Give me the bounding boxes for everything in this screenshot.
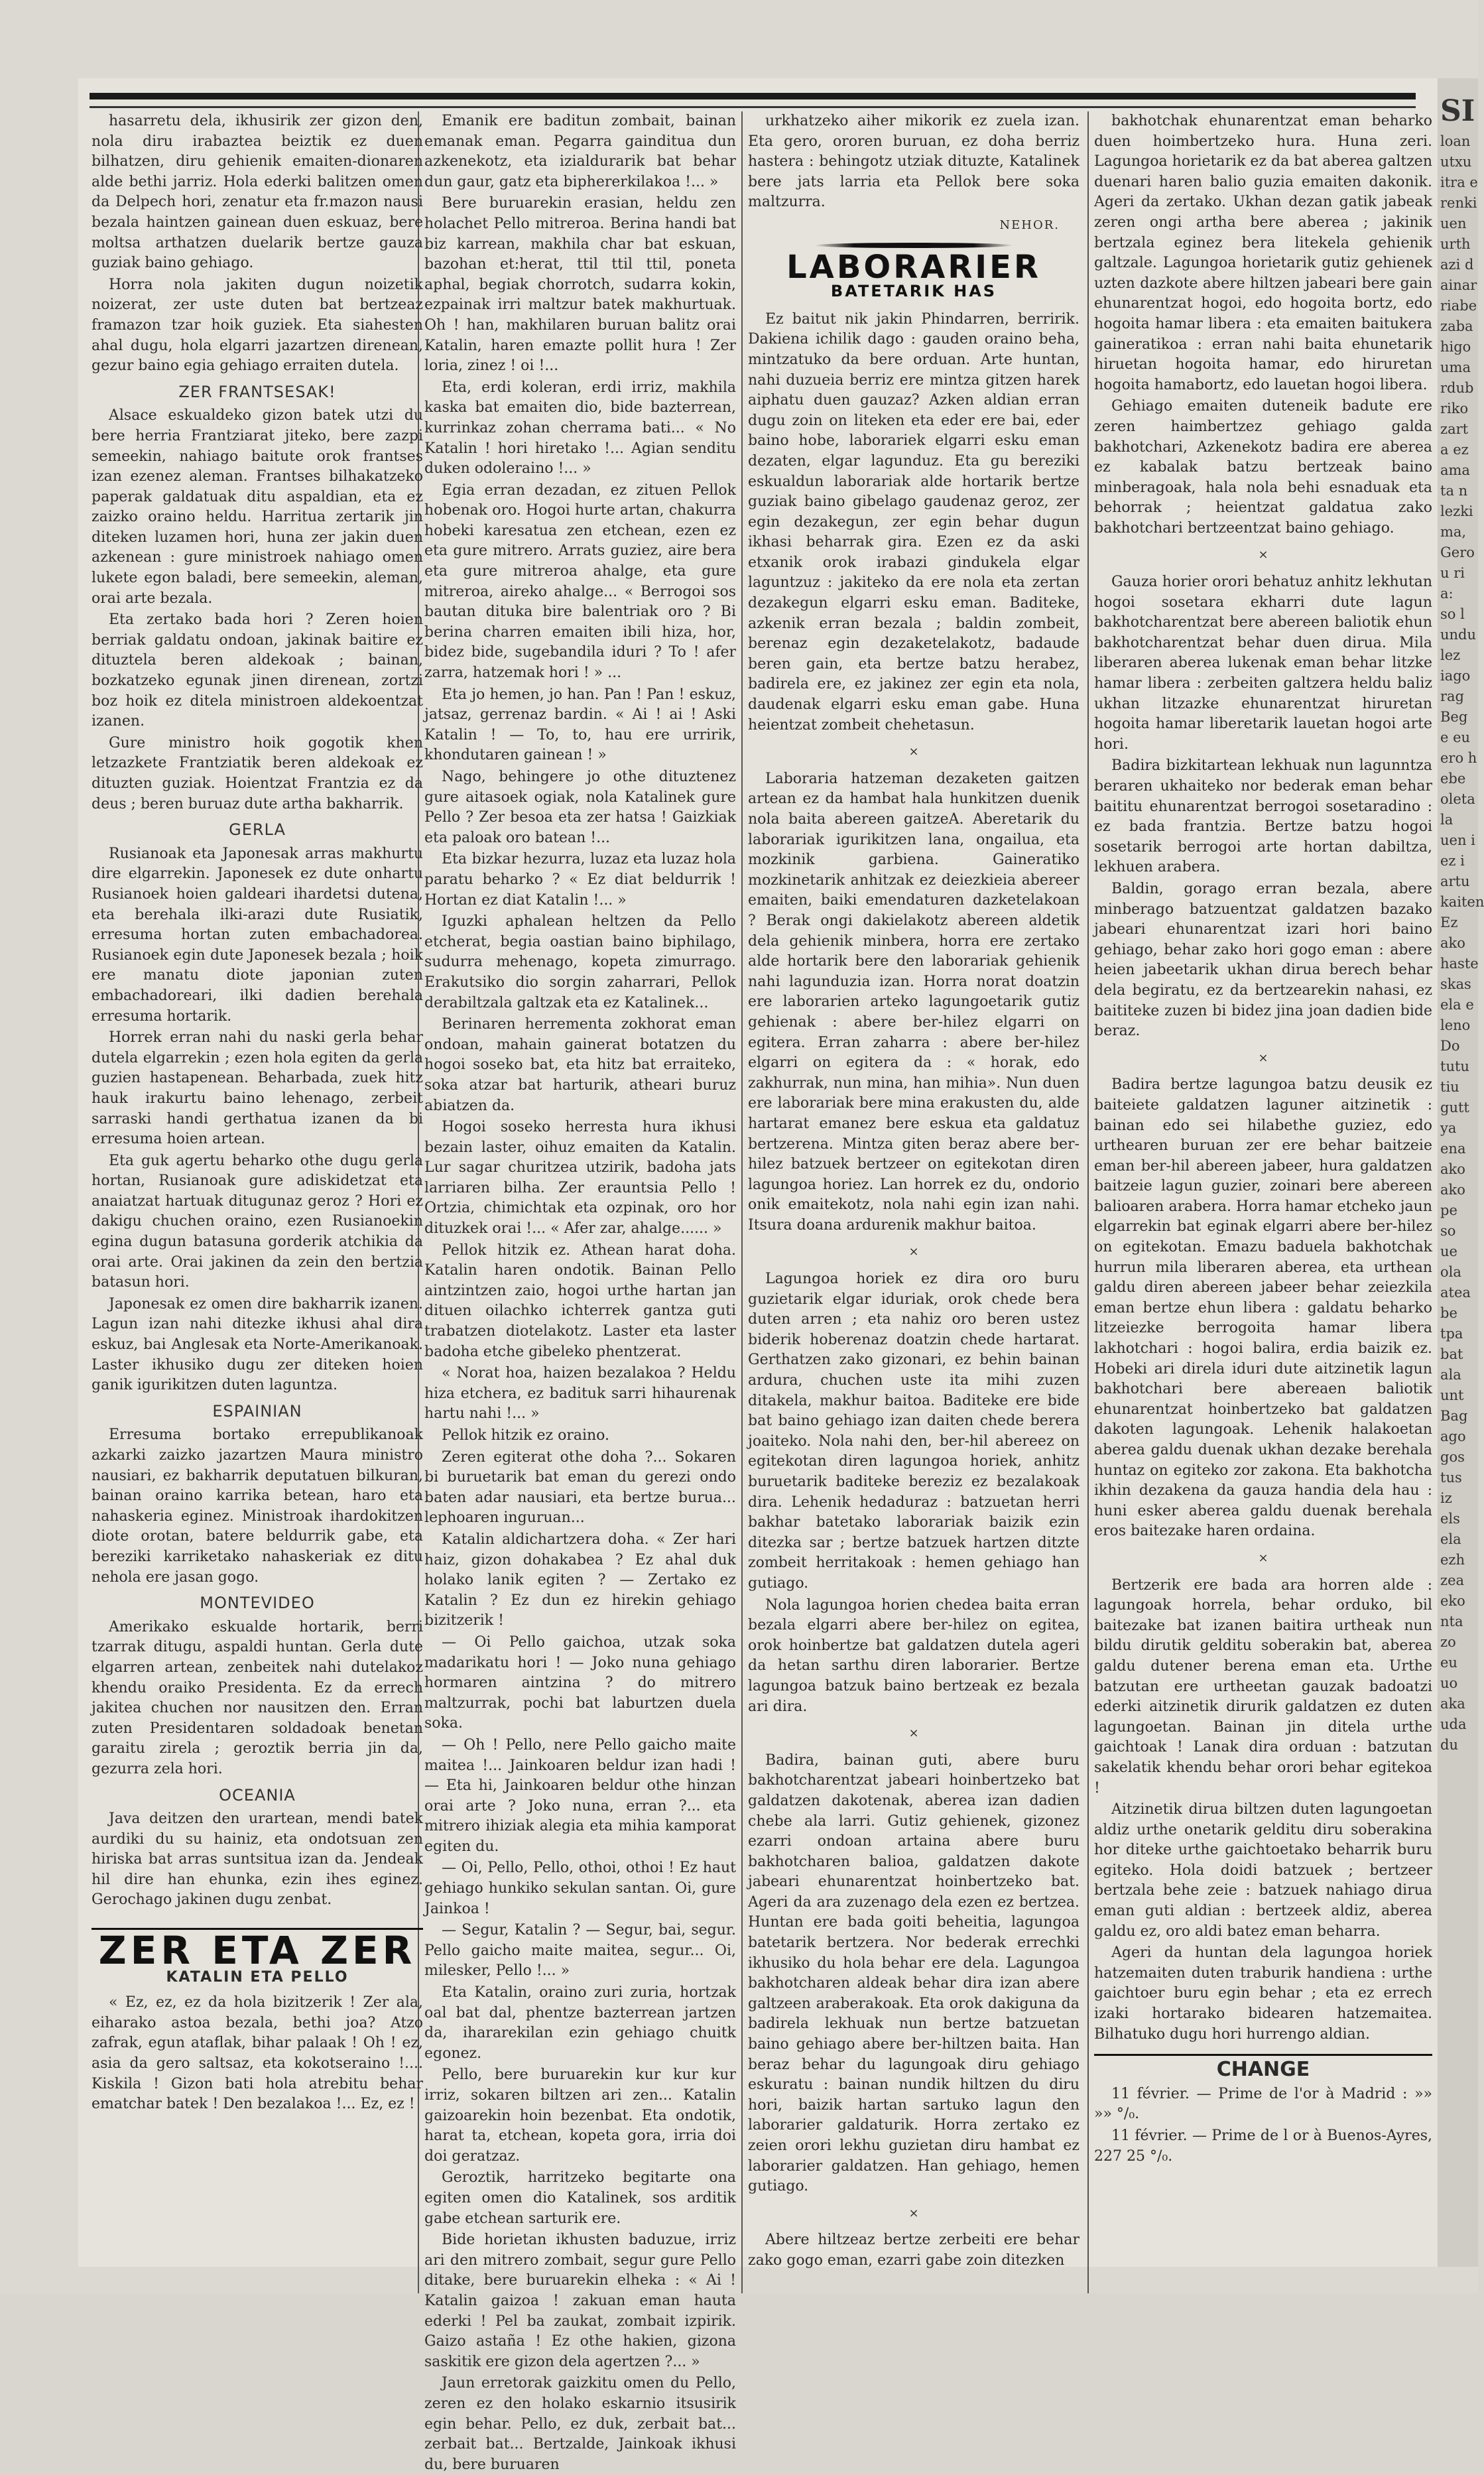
edge-fragment: ue [1440, 1243, 1457, 1259]
edge-fragment: tpa [1440, 1326, 1463, 1342]
paragraph: Eta guk agertu beharko othe dugu gerla hortan, Rusianoak gure adiskidetzat eta anaiatzat hartuak ditugunaz geroz ? Hori ez dakigu chuchen oraino, ezen Rusianoekin egina dugun batasuna gorderik atchikia da orai arte. Orai jakinen da zein den bertzia batasun hori. [92, 1152, 423, 1291]
ornament-rule [814, 243, 1013, 248]
section-heading: GERLA [229, 820, 286, 840]
paragraph: Eta, erdi koleran, erdi irriz, makhila kaska bat emaiten dio, bide bazterrean, kurrinkaz zohan cherrama bati... « No Katalin ! hori hiretako !... Agian senditu duken odoleraino !... » [424, 379, 736, 477]
edge-fragment: uen i [1440, 832, 1475, 848]
edge-fragment: so [1440, 1223, 1456, 1239]
adjacent-page-edge [1438, 78, 1484, 2267]
edge-fragment: gutt [1440, 1100, 1469, 1115]
paragraph: Pellok hitzik ez oraino. [442, 1427, 610, 1444]
edge-fragment: higo [1440, 339, 1471, 355]
edge-fragment: riko [1440, 401, 1469, 416]
article-subtitle: BATETARIK HAS [830, 282, 997, 301]
feature-subtitle: KATALIN ETA PELLO [166, 1968, 349, 1986]
paragraph: Aitzinetik dirua biltzen duten lagungoetan aldiz urthe onetarik gelditu diru soberakina hor diteke urthe gaichtoetako beharrik buru egiteko. Hola doidi batzuek ; bertzeer bertzala behe zeie : batzuek nahiago dirua eman guti aldian : bertzeek aldiz, aberea galdu ez, oro aldi batez eman beharra. [1094, 1801, 1432, 1940]
edge-fragment: zaba [1440, 318, 1473, 334]
section-heading: ESPAINIAN [212, 1401, 302, 1421]
edge-fragment: ago [1440, 1428, 1466, 1444]
edge-fragment: iz [1440, 1490, 1452, 1506]
paragraph: Egia erran dezadan, ez zituen Pellok hobenak oro. Hogoi hurte artan, chakurra hobeki karesatua zen etchean, ezen ez eta gure mitrero. Arrats guziez, aire bera eta gure mitreroa ahalge, eta gure mitreroa, aireko ahalge... « Berrogoi sos bautan dituka bire balentriak oro ? Bi berina charren emaiten ibili hiza, hor, bidez bide, sugebandila iduri ? To ! afer zarra, hatzemak hori ! » ... [424, 481, 736, 682]
edge-fragment: itra e [1440, 174, 1478, 190]
top-rule [90, 93, 1416, 99]
edge-fragment: ela e [1440, 997, 1474, 1013]
separator-icon: × [1258, 548, 1268, 562]
paragraph: Alsace eskualdeko gizon batek utzi du bere herria Frantziarat jiteko, bere zazpi semeekin, nahiago baitute orok frantses izan ezenez aleman. Frantses bilhakatzeko paperak galdatuak ditu aspaldian, eta ez zaizko oraino heldu. Harritua zertarik jin diteken luzamen hori, huna zer jakin duen azkenean : gure ministroek nahiago omen lukete egon baladi, bere semeekin, aleman, orai arte bezala. [92, 407, 423, 607]
edge-fragment: Ez [1440, 915, 1458, 930]
edge-fragment: u ri [1440, 565, 1465, 581]
edge-fragment: pe [1440, 1202, 1457, 1218]
paragraph: Eta Katalin, oraino zuri zuria, hortzak oal bat dal, phentze bazterrean jartzen da, ihararekilan ezin gehiago chuitk egonez. [424, 1984, 736, 2062]
edge-fragment: uen [1440, 216, 1467, 231]
paragraph: Bertzerik ere bada ara horren alde : lagungoak horrela, behar orduko, bil baitezake bat izanen baitira urtheak nun bildu dirutik gelditu soberakin bat, aberea galdu dutener berena eman eta. Urthe batzutan ere urtheetan gauzak badoatzi ederki aitzinetik dirurik galdatzen ez duten lagungoetan. Bainan jin ditela urthe gaichtoak ! Lanak dira orduan : batzutan sakelatik khendu behar orori behar egitekoa ! [1094, 1576, 1432, 1797]
edge-fragment: rag [1440, 688, 1465, 704]
paragraph: Gauza horier orori behatuz anhitz lekhutan hogoi sosetara ekharri dute lagun bakhotcharentzat bere abereen baliotik ehun bakhotcharentzat behar duen dirua. Mila liberaren aberea lukenak eman behar litzke hamar libera : zerbeiten galtzera heldu baliz ukhan litzazke ehunarentzat hiruretan hogoita hamar liberetarik lauetan hogoi arte hori. [1094, 574, 1432, 753]
paragraph: Emanik ere baditun zombait, bainan emanak eman. Pegarra gainditua dun azkenekotz, eta izialdurarik bat behar dun gaur, gatz eta biphererkilakoa !... » [424, 113, 736, 190]
edge-fragment: oleta [1440, 791, 1475, 807]
paragraph: Ez baitut nik jakin Phindarren, berririk. Dakiena ichilik dago : gauden oraino beha, mintzatuko da bere orduan. Arte huntan, nahi duzueia berriz ere mintza gitzen harek aiphatu duen gauzaz? Azken aldian erran dugu zoin on liteken eta eder ere bai, eder baino hobe, laborariek elgarri esku eman dezaten, elgar lagunduz. Eta gu bereziki eskualdun laborariak alde hortarik bertze guziak baino gibelago gaudenaz geroz, zer egin dezakegun, zer egin behar dugun ikhasi beharrak gira. Ezen ez da aski etxanik orok irabazi gindukela elgar laguntzuz : jakiteko da ere nola eta zertan dezakegun elgarri esku eman. Baditeke, azkenik erran bezala ; baldin zombeit, berenaz egin dezaketelakotz, badaude beren gain, eta bertze batzu herabez, badirela ere, ez jakinez zer egin eta nola, daudenak elgarri esku eman gabe. Huna heientzat zombeit chehetasun. [748, 310, 1080, 733]
edge-fragment: nta [1440, 1614, 1463, 1629]
paragraph: Eta bizkar hezurra, luzaz eta luzaz hola paratu beharko ? « Ez diat beldurrik ! Hortan ez diat Katalin !... » [424, 851, 736, 909]
paragraph: Geroztik, harritzeko begitarte ona egiten omen dio Katalinek, sos arditik gabe etchean sarturik ere. [424, 2169, 736, 2227]
edge-fragment: tutu [1440, 1058, 1469, 1074]
separator-icon: × [908, 745, 919, 759]
edge-fragment: Bag [1440, 1408, 1468, 1424]
edge-fragment: a ez [1440, 442, 1469, 458]
edge-fragment: ma, [1440, 524, 1467, 540]
paragraph: Amerikako eskualde hortarik, berri tzarrak ditugu, aspaldi huntan. Gerla dute elgarren artean, zenbeitek nahi dutelakoz khendu oraiko Presidenta. Ez da errech jakitea chuchen nor nausitzen den. Erran zuten Presidentaren soldadoak benetan garaitu zirela ; geroztik berria jin da, gezurra zela hori. [92, 1618, 423, 1777]
paragraph: bakhotchak ehunarentzat eman beharko duen hoimbertzeko hura. Huna zeri. Lagungoa horietarik ez da bat aberea galtzen duenari haren balio guzia emaiten dakonik. Ageri da zertako. Ukhan dezan gatik jabeak zeren ongi artha bere aberea ; jakinik bertzala eginez bera litekela gehienik galtzale. Lagungoa horietarik gutiz gehienek uzten dazkote abere hiltzen jabeari bere gain ehunarentzat hogoi, edo hogoita bortz, edo hogoita hamar libera : eta emaiten baitukera gaineratikoa : erran nahi baita ehunetarik hiruetan hogoita hamar, edo hiruretan hogoita hamabortz, edo lauetan hogoi libera. [1094, 113, 1432, 393]
edge-fragment: ama [1440, 462, 1470, 478]
edge-fragment: leno [1440, 1017, 1471, 1033]
paragraph: hasarretu dela, ikhusirik zer gizon den, nola diru irabaztea beiztik ez duen bilhatzen, diru gehienik emaiten-dionaren alde bethi jarriz. Hola ederki balitzen omen da Delpech hori, zenatur eta fr.mazon nausi bezala haintzen gainean duen eskuaz, bere moltsa arthatzen duelarik bertze gauza guziak baino gehiago. [92, 113, 423, 272]
paragraph: Katalin aldichartzera doha. « Zer hari haiz, gizon dohakabea ? Ez ahal duk holako lanik egiten ? — Zertako ez Katalin ? Ez dun ez hirekin gehiago bizitzerik ! [424, 1531, 736, 1629]
paragraph: Japonesak ez omen dire bakharrik izanen. Lagun izan nahi ditezke ikhusi ahal dira eskuz, bai Anglesak eta Norte-Amerikanoak. Laster ikhusiko dugu zer diteken hoien ganik igurikitzen duten laguntza. [92, 1295, 423, 1394]
paragraph: urkhatzeko aiher mikorik ez zuela izan. Eta gero, ororen buruan, ez doha berriz hastera : behingotz utziak dituzte, Katalinek bere jats larria eta Pellok bere soka maltzurra. [748, 113, 1080, 211]
edge-fragment: azi d [1440, 257, 1474, 273]
paragraph: Ageri da huntan dela lagungoa horiek hatzemaiten duten traburik handiena : urthe gaichtoer buru egin behar ; eta ez errech izaki hortarako bidearen hatzemaitea. Bilhatuko dugu hori hurrengo aldian. [1094, 1944, 1432, 2043]
edge-fragment: skas [1440, 976, 1471, 992]
edge-fragment: a: [1440, 586, 1453, 602]
edge-fragment: eu [1440, 1655, 1457, 1671]
paragraph: « Norat hoa, haizen bezalakoa ? Heldu hiza etchera, ez badituk sarri hihaurenak hartu nahi !... » [424, 1365, 736, 1423]
edge-fragment: ena [1440, 1141, 1466, 1157]
feature-title: ZER ETA ZER [92, 1928, 423, 1961]
exchange-line: 11 février. — Prime de l'or à Madrid : »» »» °/₀. [1094, 2085, 1432, 2123]
paragraph: Pellok hitzik ez. Athean harat doha. Katalin haren ondotik. Bainan Pello aintzintzen zaio, hogoi urthe hartan jan dituen oilachko ichterrek gantza guti trabatzen diotelakotz. Laster eta laster badoha etche gibeleko phentzerat. [424, 1241, 736, 1360]
section-heading: OCEANIA [219, 1785, 296, 1805]
edge-fragment: ta n [1440, 483, 1468, 499]
edge-fragment: ainar [1440, 277, 1477, 293]
edge-fragment: utxu [1440, 154, 1472, 170]
paragraph: Horrek erran nahi du naski gerla behar dutela elgarrekin ; ezen hola egiten da gerla guzien hastapenean. Beharbada, zuek hitz hauk irakurtu baino lehenago, zerbeit sarraski handi gerthatua izanen da bi erresuma hoien artean. [92, 1029, 423, 1148]
edge-fragment: la [1440, 812, 1453, 828]
edge-fragment: atea [1440, 1285, 1471, 1301]
edge-fragment: ya [1440, 1120, 1457, 1136]
edge-fragment: ero h [1440, 750, 1477, 766]
paragraph: Nago, behingere jo othe dituztenez gure aitasoek ogiak, nola Katalinek gure Pello ? Zer besoa eta zer hatsa ! Gaizkiak eta paloak oro batean !... [424, 769, 736, 846]
edge-fragment: Do [1440, 1038, 1460, 1054]
paragraph: Baldin, gorago erran bezala, abere minberago batzuentzat galdatzen bazako jabeari ehunarentzat izari hori baino gehiago, behar zako hori gogo eman : abere heien jabeetarik ukhan dirua berech behar dela begiratu, ez da bertzearekin nahasi, ez baititeke zuzen bi bidez jina joan dadien bide beraz. [1094, 880, 1432, 1040]
edge-fragment: gos [1440, 1449, 1465, 1465]
edge-fragment: bat [1440, 1346, 1463, 1362]
edge-fragment: tus [1440, 1470, 1462, 1486]
paragraph: Eta jo hemen, jo han. Pan ! Pan ! eskuz, jatsaz, gerrenaz bardin. « Ai ! ai ! Aski Katalin ! — To, to, hau ere urririk, khondutaren gainean ! » [424, 686, 736, 764]
edge-fragment: SI [1440, 94, 1475, 128]
edge-fragment: lez [1440, 647, 1461, 663]
exchange-title: CHANGE [1216, 2058, 1310, 2082]
edge-fragment: be [1440, 1305, 1457, 1321]
edge-fragment: ez i [1440, 853, 1465, 869]
edge-fragment: urth [1440, 236, 1471, 252]
paragraph: Badira, bainan guti, abere buru bakhotcharentzat jabeari hoinbertzeko bat galdatzen dakotenak, aberea izan dadien chebe ala larri. Gutiz gehienek, gizonez ezarri ondoan artaina abere buru bakhotcharen balioa, galdatzen dakote jabeari ehunarentzat hoinbertzeko bat. Ageri da ara zuzenago dela ezen ez bertzea. Huntan ere bada goiti beheitia, lagungoa batetarik bertzera. Nor bederak errechki ikhusiko du hola behar ere dela. Lagungoa bakhotcharen aldeak behar dira izan abere galtzeen araberakoak. Eta orok dakiguna da badirela lekhuak nun bertze batzuetan baino gehiago abere ber-hiltzen baita. Han beraz behar du lagungoak diru gehiago eskuratu : bainan nundik hiltzen du diru hori, baizik hartan sartuko lagun den laborarier galdaturik. Horra zertako ez zeien orori lekhu guzietan diru hambat ez laborarier galdatzen. Han gehiago, hemen gutiago. [748, 1751, 1080, 2195]
edge-fragment: ako [1440, 1161, 1465, 1177]
paragraph: Zeren egiterat othe doha ?... Sokaren bi buruetarik bat eman du gerezi ondo baten adar nausiari, eta bertze burua... lephoaren inguruan... [424, 1448, 736, 1527]
exchange-line: 11 février. — Prime de l or à Buenos-Ayres, 227 25 °/₀. [1094, 2127, 1432, 2165]
column-1 [92, 111, 423, 2280]
edge-fragment: Gero [1440, 544, 1475, 560]
paragraph: Nola lagungoa horien chedea baita erran bezala elgarri abere ber-hilez on egitea, orok hoinbertze bat galdatzen dutela ageri da hetan sarthu diren laborarier. Bertze lagungoa batzuk baino bertzeak ez bezala ari dira. [748, 1596, 1080, 1715]
edge-fragment: haste [1440, 956, 1479, 972]
separator-icon: × [1258, 1050, 1268, 1065]
paragraph: — Oi, Pello, Pello, othoi, othoi ! Ez haut gehiago hunkiko sekulan santan. Oi, gure Jainkoa ! [424, 1860, 736, 1917]
edge-fragment: ala [1440, 1367, 1461, 1383]
edge-fragment: du [1440, 1737, 1458, 1753]
separator-icon: × [908, 1726, 919, 1741]
edge-fragment: uo [1440, 1675, 1458, 1691]
column-4 [1094, 111, 1432, 2280]
column-divider [1087, 111, 1089, 2293]
edge-fragment: loan [1440, 133, 1471, 149]
edge-fragment: kaiten [1440, 894, 1484, 910]
paragraph: « Ez, ez, ez da hola bizitzerik ! Zer ala, eiharako astoa bezala, bethi joa? Atzo zafrak, egun ataflak, bihar palaak ! Oh ! ez, asia da gero saltsaz, eta kokotseraino !.... Kiskila ! Gizon bati hola atrebitu behar ematchar batek ! Den bezalakoa !... Ez, ez ! [92, 1994, 423, 2113]
paragraph: — Oh ! Pello, nere Pello gaicho maite maitea !... Jainkoaren beldur izan hadi ! — Eta hi, Jainkoaren beldur othe hinzan orai arte ? Joko nuna, erran ?... eta mitrero ihiziak alegia eta mihia kamporat egiten du. [424, 1736, 736, 1855]
paragraph: Jaun erretorak gaizkitu omen du Pello, zeren ez den holako eskarnio itsusirik egin behar. Pello, ez duk, zerbait bat... zerbait bat... Bertzalde, Jainkoak ikhusi du, bere buruaren [424, 2375, 736, 2473]
paragraph: Erresuma bortako errepublikanoak azkarki zaizko jazartzen Maura ministro nausiari, ez bakharrik deputatuen bilkuran, bainan oraino karrika betean, haro eta nahaskeria eginez. Ministroak ihardokitzen diote orotan, batere beldurrik gabe, eta bereziki karriketako nahaskeriak ez ditu nehola ere jasan gogo. [92, 1427, 423, 1586]
paragraph: Berinaren herrementa zokhorat eman ondoan, mahain gainerat botatzen du hogoi soseko bat, eta hitz bat erraiteko, soka atzar bat harturik, atheari buruz abiatzen da. [424, 1016, 736, 1114]
column-3 [748, 111, 1080, 2280]
edge-fragment: ebe [1440, 771, 1466, 787]
edge-fragment: riabe [1440, 298, 1477, 314]
paragraph: Eta zertako bada hori ? Zeren hoien berriak galdatu ondoan, jakinak baitire ez dituztela beren aldekoak ; bainan, bozkatzeko egunak jinen direnean, zortzi boz hoik ez ditela ministroen aldekoentzat izanen. [92, 611, 423, 730]
edge-fragment: iago [1440, 668, 1471, 684]
edge-fragment: so l [1440, 606, 1465, 622]
edge-fragment: artu [1440, 873, 1470, 889]
edge-fragment: ola [1440, 1264, 1461, 1280]
section-heading: MONTEVIDEO [200, 1594, 315, 1613]
edge-fragment: ako [1440, 935, 1465, 951]
column-divider [741, 111, 743, 2293]
separator-icon: × [908, 2206, 919, 2220]
edge-fragment: e eu [1440, 730, 1471, 745]
edge-fragment: zo [1440, 1634, 1456, 1650]
paragraph: Badira bertze lagungoa batzu deusik ez baiteiete galdatzen laguner aitzinetik : bainan edo sei hilabethe guziez, edo urthearen buruan zer ere behar baitzeie eman ber-hil abereen jabeer, hura galdatzen baitzeie lagun guzier, zoinari bere abereen balioaren arabera. Horra hamar etcheko jaun elgarrekin bat eginak elgarri abere ber-hilez on egitekotan. Emazu baduela bakhotchak hurrun mila liberaren aberea, eta urthean galdu diren abereen jabeer behar zeiezkila eman bertze ehun libera : galdatu beharko litzeiezke berrogoita hamar libera lakhotchari : hogoi balira, erdia baizik ez. Hobeki ari direla iduri dute aitzinetik lagun bakhotchari bere abereaen baliotik ehunarentzat hoinbertzeko bat galdatzen dakoten lagungoak. Lehenik halakoetan aberea galdu duenak ukhan dezake berehala huntaz on egiteko zor zakona. Eta bakhotcha ikhin dezakena da gauza handia dela hau : huni esker aberea galdu duenak berehala eros baitezake haren ordaina. [1094, 1076, 1432, 1540]
paragraph: Iguzki aphalean heltzen da Pello etcherat, begia oastian baino biphilago, sudurra mehenago, kopeta zimurrago. Erakutsiko dio sorgin zaharrari, Pellok derabiltzala galtzak eta ez Katalinek... [424, 913, 736, 1011]
signature: NEHOR. [999, 218, 1060, 232]
paragraph: Gehiago emaiten duteneik badute ere zeren haimbertzez gehiago galda bakhotchari, Azkenekotz badira ere aberea ez kabalak batzu bertzeak baino minberagoak, hala nola behi esnaduak eta behorrak ; heientzat galdatua zako bakhotchari bertzeentzat baino gehiago. [1094, 398, 1432, 537]
paragraph: Hogoi soseko herresta hura ikhusi bezain laster, oihuz emaiten da Katalin. Lur sagar churitzea utzirik, badoha jats larriaren bilha. Zer erauntsia Pello ! Ortzia, chimichtak eta ozpinak, oro hor dituzkek orai !... « Afer zar, ahalge...... » [424, 1119, 736, 1238]
edge-fragment: unt [1440, 1387, 1464, 1403]
edge-fragment: Beg [1440, 709, 1468, 725]
edge-fragment: ela [1440, 1531, 1461, 1547]
edge-fragment: aka [1440, 1696, 1465, 1712]
paragraph: Laboraria hatzeman dezaketen gaitzen artean ez da hambat hala hunkitzen duenik nola baita abereen gaitzeA. Aberetarik du laborariak igurikitzen lana, ongailua, eta mozkinik garbiena. Gaineratiko mozkinetarik anhitzak ez deiezkieia abereer emaiten, baiki emendaturen dazketelakoan ? Berak ongi dakielakotz abereen aldetik dela gehienik minbera, horra ere zertako alde hortarik bere den laborariak gehienik nahi lagunduzia izan. Horra norat doatzin ere laborarien arteko lagungoetarik gutiz gehienak : abere ber-hilez elgarri on egitera. Erran zaharra : abere ber-hilez elgarri on egitera da : « horak, edo zakhurrak, nun mina, han mihia». Nun duen ere laborariak bere mina erakusten du, alde hartarat emanez bere eskua eta galdatuz bertzerena. Mintza giten beraz abere ber-hilez batzuek bertzeer on egitekotan diren lagungoa horiez. Lan horrek ez du, ondorio onik emaitekotz, nola nahi egin izan nahi. Itsura doana ardurenik makhur baitoa. [748, 770, 1080, 1234]
section-heading: ZER FRANTSESAK! [178, 382, 336, 401]
edge-fragment: uma [1440, 359, 1471, 375]
edge-fragment: rdub [1440, 380, 1474, 396]
edge-fragment: eko [1440, 1593, 1465, 1609]
edge-fragment: undu [1440, 627, 1477, 643]
edge-fragment: uda [1440, 1716, 1467, 1732]
paragraph: Bide horietan ikhusten baduzue, irriz ari den mitrero zombait, segur gure Pello ditake, bere buruarekin elheka : « Ai ! Katalin gaizoa ! zakuan eman hauta ederki ! Pel ba zaukat, zombait izpirik. Gaizo astaña ! Ez othe hakien, gizona saskitik ere gizon dela agertzen ?... » [424, 2232, 736, 2370]
edge-fragment: ako [1440, 1182, 1465, 1198]
paragraph: Horra nola jakiten dugun noizetik noizerat, zer uste duten bat bertzeaz framazon tzar hoik guziek. Eta siahesten ahal dugu, hola elgarri jazartzen direnean, gezur baino egia gehiago erraiten dutela. [92, 276, 423, 375]
paragraph: — Oi Pello gaichoa, utzak soka madarikatu hori ! — Joko nuna gehiago hormaren aintzina ? do mitrero maltzurrak, pochi bat laburtzen duela soka. [424, 1633, 736, 1732]
paragraph: Rusianoak eta Japonesak arras makhurtu dire elgarrekin. Japonesek ez dute onhartu Rusianoek hoien galdeari ihardetsi dutena, eta berehala ilki-arazi dute Rusiatik, erresuma hortan zuten embachadorea. Rusianoek egin dute Japonesek bezala ; hoik ere manatu diote japonian zuten embachadoreari, ilki dadien berehala erresuma hortarik. [92, 845, 423, 1025]
paragraph: Pello, bere buruarekin kur kur kur irriz, sokaren biltzen ari zen... Katalin gaizoarekin hoin bezenbat. Eta ondotik, harat ta, etchean, kopeta gora, irria doi doi geratzaz. [424, 2066, 736, 2165]
column-2 [424, 111, 736, 2473]
paragraph: Gure ministro hoik gogotik khen letzazkete Frantziatik beren aldekoak ez dituzten guziak. Hoientzat Frantzia ez da deus ; beren buruaz dute artha bakharrik. [92, 734, 423, 812]
edge-fragment: zart [1440, 421, 1469, 437]
edge-fragment: lezki [1440, 503, 1473, 519]
paragraph: Abere hiltzeaz bertze zerbeiti ere behar zako gogo eman, ezarri gabe zoin ditezken [748, 2232, 1080, 2269]
edge-fragment: renki [1440, 195, 1477, 211]
top-rule-thin [90, 106, 1416, 108]
paragraph: Lagungoa horiek ez dira oro buru guzietarik elgar iduriak, orok chede bera duten arren ; eta nahiz oro beren ustez biderik hoberenaz doatzin chede hartarat. Gerthatzen zako gizonari, ez behin bainan ardura, chuchen uste ita mihi zuzen ditakela, makhur baitoa. Baditeke ere bide bat baino gehiago izan daiten chede berera joaiteko. Nola nahi den, ber-hil abereez on egitekotan diren lagungoa horiek, anhitz buruetarik baditeke bereziz ez bezalakoak dira. Lehenik hedaduraz : batzuetan herri bakhar batetako laborariak baizik ezin ditezka sar ; bertze batzuek hartzen ditzte zombeit herritakoak : hemen gehiago han gutiago. [748, 1271, 1080, 1592]
paragraph: Bere buruarekin erasian, heldu zen holachet Pello mitreroa. Berina handi bat biz karrean, makhila char bat eskuan, bazohan et:herat, ttil ttil ttil, poneta aphal, begiak chorrotch, sudarra kokin, ezpainak irri maltzur batek makhurtuak. Oh ! han, makhilaren buruan balitz orai Katalin, haren emazte pollit hura ! Zer loria, zinez ! oi !... [424, 195, 736, 375]
exchange-box [1094, 2054, 1432, 2167]
separator-icon: × [908, 1245, 919, 1259]
paragraph: — Segur, Katalin ? — Segur, bai, segur. Pello gaicho maite maitea, segur... Oi, milesker, Pello !... » [424, 1922, 736, 1980]
separator-icon: × [1258, 1551, 1268, 1565]
edge-fragment: zea [1440, 1572, 1465, 1588]
paragraph: Java deitzen den urartean, mendi batek aurdiki du su hainiz, eta ondotsuan zen hiriska bat arras suntsitua izan da. Jendeak hil dire han ehunka, ezin ihes eginez. Gerochago jakinen dugu zenbat. [92, 1810, 423, 1909]
edge-fragment: ezh [1440, 1552, 1465, 1568]
article-title: LABORARIER [786, 248, 1041, 286]
paragraph: Badira bizkitartean lekhuak nun lagunntza beraren ukhaiteko nor bederak eman behar baititu ehunarentzat berrogoi sosetaradino : ez bada frantzia. Bertze batzu hogoi sosetarik berrogoi arte hortan dabiltza, lekhuen arabera. [1094, 757, 1432, 876]
edge-fragment: tiu [1440, 1079, 1459, 1095]
edge-fragment: els [1440, 1511, 1460, 1527]
